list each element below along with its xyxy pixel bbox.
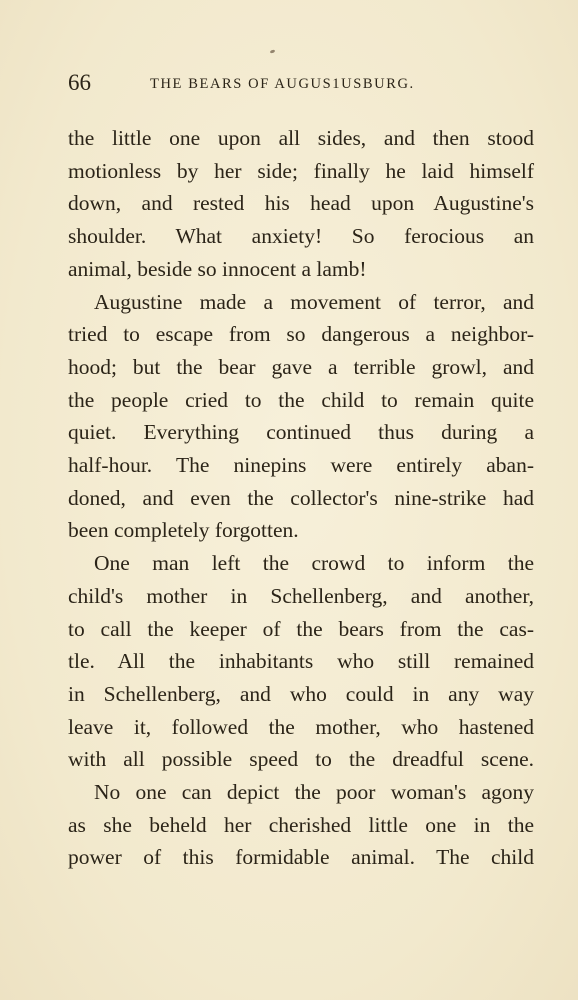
text-line: leave it, followed the mother, who hastened (68, 714, 534, 739)
text-line: tle. All the inhabitants who still remained (68, 649, 534, 674)
body-text (68, 122, 534, 874)
paragraph (68, 776, 534, 874)
text-line: tried to escape from so dangerous a neighbor- (68, 322, 534, 347)
text-line: animal, beside so innocent a lamb! (68, 256, 367, 281)
paragraph (68, 122, 534, 286)
text-line: quiet. Everything continued thus during a (68, 420, 534, 445)
text-line: as she beheld her cherished little one in the (68, 812, 534, 837)
text-line: child's mother in Schellenberg, and another, (68, 583, 534, 608)
text-line: shoulder. What anxiety! So ferocious an (68, 224, 534, 249)
text-line: with all possible speed to the dreadful scene. (68, 747, 534, 772)
ink-speck (270, 49, 276, 54)
text-line: been completely forgotten. (68, 518, 299, 543)
text-line: doned, and even the collector's nine-strike had (68, 485, 534, 510)
paragraph (68, 286, 534, 548)
page-header (68, 68, 534, 98)
text-line: One man left the crowd to inform the (94, 551, 534, 576)
text-line: to call the keeper of the bears from the cas- (68, 616, 534, 641)
text-line: half-hour. The ninepins were entirely aban- (68, 453, 534, 478)
text-line: Augustine made a movement of terror, and (94, 289, 534, 314)
text-line: motionless by her side; finally he laid himself (68, 158, 534, 183)
page-number: 66 (68, 70, 91, 95)
text-line: the people cried to the child to remain quite (68, 387, 534, 412)
text-line: hood; but the bear gave a terrible growl, and (68, 354, 534, 379)
text-line: in Schellenberg, and who could in any way (68, 681, 534, 706)
text-line: down, and rested his head upon Augustine's (68, 191, 534, 216)
text-line: No one can depict the poor woman's agony (94, 780, 534, 805)
running-head: THE BEARS OF AUGUS1USBURG. (150, 76, 415, 92)
text-line: power of this formidable animal. The child (68, 845, 534, 870)
paragraph (68, 547, 534, 776)
text-line: the little one upon all sides, and then stood (68, 126, 534, 150)
